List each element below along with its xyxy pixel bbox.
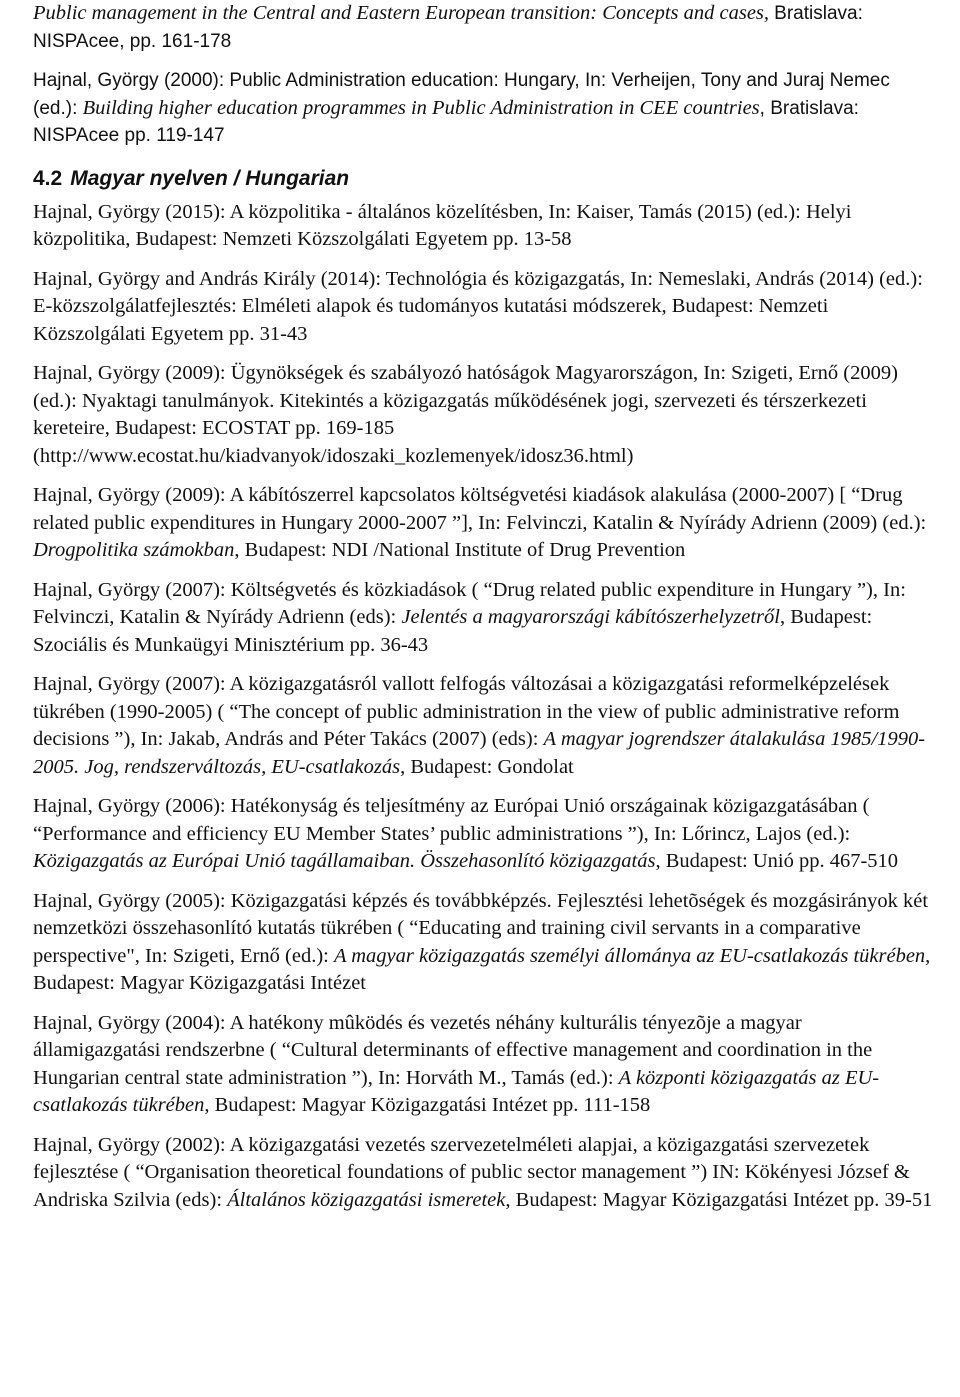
reference-entry	[33, 671, 934, 781]
reference-text: , Budapest: Magyar Közigazgatási Intézet pp. 39-51	[505, 1188, 933, 1211]
section-number: 4.2	[33, 166, 63, 190]
reference-text: Hajnal, György (2007): Költségvetés és közkiadások ( “Drug related public expenditure in Hungary ”), In: Felvinczi, Katalin & Nyírády Adrienn (eds):	[33, 578, 906, 628]
reference-text: , Budapest: Magyar Közigazgatási Intézet	[33, 944, 931, 994]
reference-text: , Budapest: Szociális és Munkaügyi Minisztérium pp. 36-43	[33, 606, 873, 656]
reference-title: A központi közigazgatás az EU-csatlakozás tükrében	[33, 1066, 880, 1116]
reference-entry	[33, 577, 934, 660]
reference-text: Hajnal, György and András Király (2014): Technológia és közigazgatás, In: Nemeslaki, András (2014) (ed.): E-közszolgálatfejlesztés: Elméleti alapok és tudományos kutatási módszerek, Budapest: Nemzeti Közszolgálati Egyetem pp. 31-43	[33, 267, 923, 345]
reference-text: Hajnal, György (2005): Közigazgatási képzés és továbbképzés. Fejlesztési lehetõségek és mozgásirányok két nemzetközi összehasonlító kutatás tükrében ( “Educating and training civil servants in a comparative perspective", In: Szigeti, Ernő (ed.):	[33, 889, 929, 967]
reference-text: , Bratislava: NISPAcee pp. 119-147	[33, 97, 859, 146]
reference-text: , Budapest: Magyar Közigazgatási Intézet pp. 111-158	[204, 1094, 651, 1116]
reference-entry	[33, 793, 934, 876]
reference-list-top	[33, 0, 934, 150]
reference-text: Hajnal, György (2006): Hatékonyság és teljesítmény az Európai Unió országainak közigazgatásában ( “Performance and efficiency EU Member States’ public administrations ”), In: Lőrincz, Lajos (ed.):	[33, 795, 870, 845]
reference-title: Közigazgatás az Európai Unió tagállamaiban. Összehasonlító közigazgatás	[33, 850, 656, 872]
reference-title: Jelentés a magyarországi kábítószerhelyzetről	[401, 606, 780, 628]
reference-text: Hajnal, György (2009): Ügynökségek és szabályozó hatóságok Magyarországon, In: Szigeti, Ernő (2009) (ed.): Nyaktagi tanulmányok. Kitekintés a közigazgatás működésének jogi, szervezeti és térszerkezeti kereteire, Budapest: ECOSTAT pp. 169-185 (http://www.ecostat.hu/kiadvanyok/idoszaki_kozlemenyek/idosz36.html)	[33, 362, 898, 467]
reference-text: Hajnal, György (2007): A közigazgatásról vallott felfogás változásai a közigazgatási reformelképzelések tükrében (1990-2005) ( “The concept of public administration in the view of public administrative reform decisions ”), In: Jakab, András and Péter Takács (2007) (eds):	[33, 673, 900, 750]
reference-title: Building higher education programmes in Public Administration in CEE countries	[82, 96, 760, 119]
reference-entry	[33, 199, 934, 254]
section-heading	[33, 165, 934, 192]
reference-title: A magyar közigazgatás személyi állománya az EU-csatlakozás tükrében	[333, 944, 926, 967]
reference-entry	[33, 0, 934, 55]
reference-text: Hajnal, György (2004): A hatékony mûködés és vezetés néhány kulturális tényezõje a magyar államigazgatási rendszerbne ( “Cultural determinants of effective management and coordination in the Hungarian central state administration ”), In: Horváth M., Tamás (ed.):	[33, 1011, 873, 1089]
reference-entry	[33, 360, 934, 470]
reference-entry	[33, 266, 934, 349]
reference-text: Hajnal, György (2002): A közigazgatási vezetés szervezetelméleti alapjai, a közigazgatási szervezetek fejlesztése ( “Organisation theoretical foundations of public sector management ”) IN: Kökényesi József & Andriska Szilvia (eds):	[33, 1133, 910, 1211]
reference-text: , Budapest: Unió pp. 467-510	[655, 850, 899, 872]
reference-entry	[33, 1132, 934, 1215]
reference-text: Hajnal, György (2000): Public Administration education: Hungary, In: Verheijen, Tony and Juraj Nemec (ed.):	[33, 70, 890, 119]
section-title: Magyar nyelven / Hungarian	[70, 166, 350, 190]
reference-title: Általános közigazgatási ismeretek	[227, 1188, 506, 1211]
reference-entry	[33, 888, 934, 998]
reference-entry	[33, 1010, 934, 1120]
reference-title: A magyar jogrendszer átalakulása 1985/1990-2005. Jog, rendszerváltozás, EU-csatlakozás	[33, 728, 926, 778]
reference-entry	[33, 482, 934, 565]
reference-list	[33, 199, 934, 1215]
reference-title: Public management in the Central and Eastern European transition: Concepts and cases,	[33, 2, 770, 24]
reference-text: Hajnal, György (2015): A közpolitika - általános közelítésben, In: Kaiser, Tamás (2015) (ed.): Helyi közpolitika, Budapest: Nemzeti Közszolgálati Egyetem pp. 13-58	[33, 200, 852, 250]
reference-text: , Budapest: Gondolat	[400, 755, 574, 778]
reference-text: Hajnal, György (2009): A kábítószerrel kapcsolatos költségvetési kiadások alakulása (2000-2007) [ “Drug related public expenditures in Hungary 2000-2007 ”], In: Felvinczi, Katalin & Nyírády Adrienn (2009) (ed.):	[33, 484, 927, 534]
reference-text: Bratislava: NISPAcee, pp. 161-178	[33, 3, 863, 52]
reference-text: , Budapest: NDI /National Institute of Drug Prevention	[234, 539, 686, 561]
reference-title: Drogpolitika számokban	[33, 539, 235, 561]
reference-entry	[33, 67, 934, 150]
